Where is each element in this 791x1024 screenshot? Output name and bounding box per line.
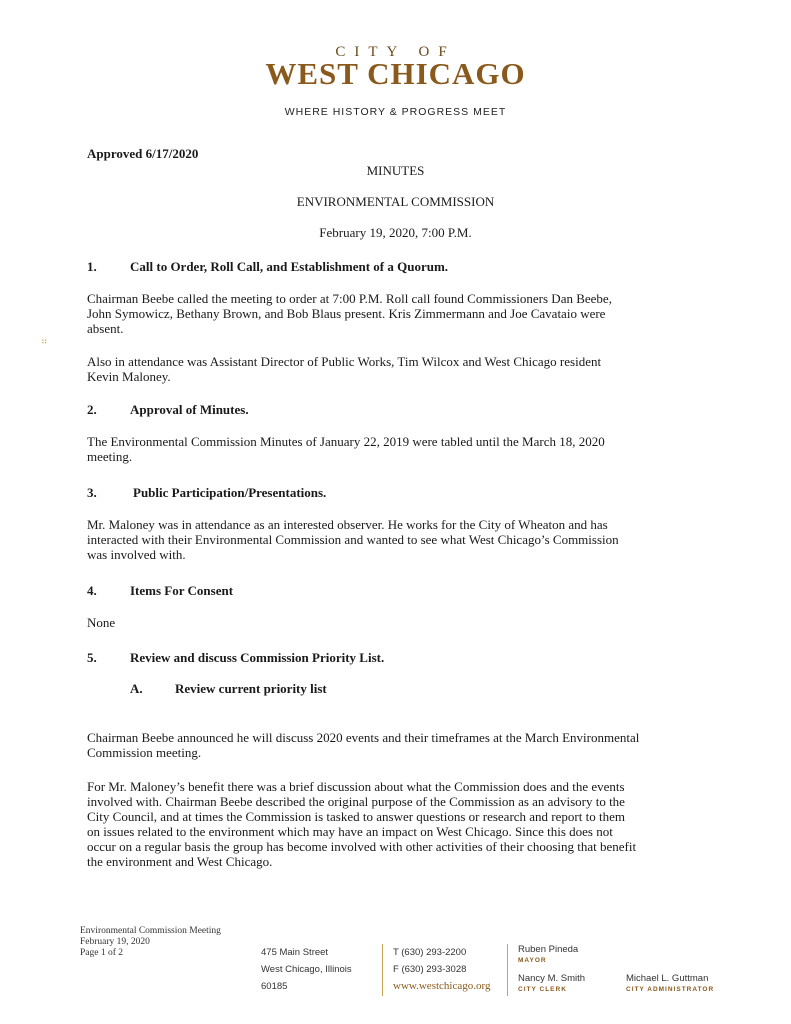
document-subtitle: ENVIRONMENTAL COMMISSION bbox=[296, 194, 495, 209]
footer-meeting-name: Environmental Commission Meeting bbox=[80, 926, 221, 936]
paragraph-line: the environment and West Chicago. bbox=[87, 854, 273, 869]
paragraph-line: None bbox=[87, 615, 116, 630]
administrator-name: Michael L. Guttman bbox=[626, 973, 709, 984]
section-heading: Public Participation/Presentations. bbox=[133, 485, 327, 500]
fax-number: F (630) 293-3028 bbox=[393, 964, 467, 975]
mayor-title: MAYOR bbox=[518, 957, 547, 964]
footer-address bbox=[261, 944, 352, 995]
footer-divider bbox=[382, 944, 383, 996]
footer-contact bbox=[393, 944, 490, 995]
footer-administrator bbox=[626, 973, 714, 995]
paragraph-line: The Environmental Commission Minutes of January 22, 2019 were tabled until the March 18, 2020 bbox=[87, 434, 605, 449]
paragraph-line: interacted with their Environmental Commission and wanted to see what West Chicago’s Commission bbox=[87, 532, 619, 547]
phone-number: T (630) 293-2200 bbox=[393, 947, 467, 958]
subsection-heading: Review current priority list bbox=[175, 681, 327, 696]
section-heading: Call to Order, Roll Call, and Establishment of a Quorum. bbox=[130, 259, 449, 274]
address-zip: 60185 bbox=[261, 981, 288, 992]
paragraph-line: occur on a regular basis the group has become involved with other activities of their choosing that benefit bbox=[87, 839, 637, 854]
approved-stamp: Approved 6/17/2020 bbox=[87, 146, 199, 161]
footer-meeting-info bbox=[80, 926, 221, 959]
meeting-date: February 19, 2020, 7:00 P.M. bbox=[319, 225, 472, 240]
paragraph-line: involved with. Chairman Beebe described the original purpose of the Commission as an advisory to the bbox=[87, 794, 625, 809]
paragraph-line: was involved with. bbox=[87, 547, 186, 562]
footer-clerk bbox=[518, 973, 585, 995]
paragraph-line: on issues related to the environment which may have an impact on West Chicago. Since this does not bbox=[87, 824, 613, 839]
footer-page-number: Page 1 of 2 bbox=[80, 948, 124, 958]
paragraph-line: Chairman Beebe announced he will discuss 2020 events and their timeframes at the March Environmental bbox=[87, 730, 640, 745]
section-heading: Items For Consent bbox=[130, 583, 234, 598]
paragraph-line: John Symowicz, Bethany Brown, and Bob Blaus present. Kris Zimmermann and Joe Cavataio were bbox=[87, 306, 606, 321]
section-heading: Review and discuss Commission Priority List. bbox=[130, 650, 385, 665]
address-street: 475 Main Street bbox=[261, 947, 329, 958]
logo-city-of: CITY OF bbox=[335, 44, 456, 60]
footer-mayor bbox=[518, 944, 578, 966]
paragraph-line: For Mr. Maloney’s benefit there was a brief discussion about what the Commission does and the events bbox=[87, 779, 625, 794]
section-number: 2. bbox=[87, 402, 97, 417]
mayor-name: Ruben Pineda bbox=[518, 944, 579, 955]
footer-meeting-date: February 19, 2020 bbox=[80, 937, 150, 947]
margin-mark-icon: ⠶ bbox=[41, 336, 48, 346]
section-number: 1. bbox=[87, 259, 97, 274]
paragraph-line: City Council, and at times the Commission is tasked to answer questions or research and report to them bbox=[87, 809, 625, 824]
logo-west-chicago: WEST CHICAGO bbox=[265, 56, 526, 91]
address-city: West Chicago, Illinois bbox=[261, 964, 352, 975]
tagline: WHERE HISTORY & PROGRESS MEET bbox=[284, 106, 507, 118]
clerk-name: Nancy M. Smith bbox=[518, 973, 586, 984]
document-title: MINUTES bbox=[366, 163, 425, 178]
clerk-title: CITY CLERK bbox=[518, 986, 567, 993]
footer-divider bbox=[507, 944, 508, 996]
section-number: 4. bbox=[87, 583, 97, 598]
paragraph-line: Chairman Beebe called the meeting to order at 7:00 P.M. Roll call found Commissioners Dan Beebe, bbox=[87, 291, 612, 306]
administrator-title: CITY ADMINISTRATOR bbox=[626, 986, 715, 993]
section-number: 5. bbox=[87, 650, 97, 665]
paragraph-line: meeting. bbox=[87, 449, 133, 464]
paragraph-line: Commission meeting. bbox=[87, 745, 202, 760]
paragraph-line: Also in attendance was Assistant Director of Public Works, Tim Wilcox and West Chicago resident bbox=[87, 354, 602, 369]
section-number: 3. bbox=[87, 485, 97, 500]
subsection-letter: A. bbox=[130, 681, 143, 696]
section-heading: Approval of Minutes. bbox=[130, 402, 249, 417]
paragraph-line: absent. bbox=[87, 321, 124, 336]
paragraph-line: Mr. Maloney was in attendance as an interested observer. He works for the City of Wheaton and has bbox=[87, 517, 608, 532]
website-link[interactable]: www.westchicago.org bbox=[393, 980, 491, 992]
paragraph-line: Kevin Maloney. bbox=[87, 369, 171, 384]
